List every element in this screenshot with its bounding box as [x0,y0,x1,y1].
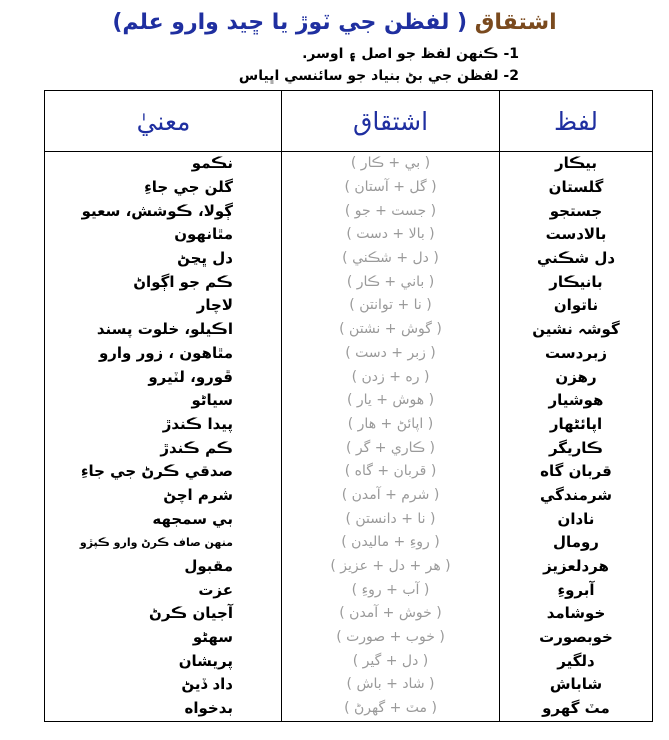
meaning-cell: لاچار [45,294,282,318]
derivation-cell: ( دل + شڪني ) [282,247,500,271]
word-cell: هردلعزيز [500,555,653,579]
meaning-cell: بدخواه [45,697,282,721]
derivation-cell: ( دل + گير ) [282,649,500,673]
table-row [45,602,653,626]
title-main: اشتقاق [474,10,557,35]
table-row [45,152,653,176]
note-1: 1- ڪنهن لفظ جو اصل ۽ اوسر. [302,46,519,62]
meaning-cell: گلن جي جاءِ [45,176,282,200]
meaning-cell: مٿانهون [45,223,282,247]
etymology-table [44,90,653,722]
derivation-cell: ( بي + ڪار ) [282,152,500,176]
table-row [45,176,653,200]
table-row [45,223,653,247]
meaning-cell: عزت [45,578,282,602]
word-cell: دلگير [500,649,653,673]
derivation-cell: ( هوش + يار ) [282,389,500,413]
table-row [45,626,653,650]
derivation-cell: ( نا + توانتن ) [282,294,500,318]
table-row [45,247,653,271]
meaning-cell: نڪمو [45,152,282,176]
header-derivation: اشتقاق [282,91,500,152]
word-cell: بيڪار [500,152,653,176]
word-cell: رومال [500,531,653,555]
meaning-cell: سياڻو [45,389,282,413]
derivation-cell: ( گل + آستان ) [282,176,500,200]
table-row [45,531,653,555]
table-row [45,697,653,721]
meaning-cell: آجيان ڪرڻ [45,602,282,626]
table-row [45,365,653,389]
note-2: 2- لفظن جي بڻ بنياد جو سائنسي اڀياس [238,68,519,84]
table-row [45,389,653,413]
derivation-cell: ( گوش + نشتن ) [282,318,500,342]
derivation-cell: ( روءِ + ماليدن ) [282,531,500,555]
meaning-cell: صدقي ڪرڻ جي جاءِ [45,460,282,484]
table-row [45,436,653,460]
word-cell: مٽ گهرو [500,697,653,721]
derivation-cell: ( نا + دانستن ) [282,507,500,531]
header-word: لفظ [500,91,653,152]
table-row [45,673,653,697]
table-row [45,294,653,318]
derivation-cell: ( بالا + دست ) [282,223,500,247]
derivation-cell: ( اپائڻ + هار ) [282,413,500,437]
word-cell: قربان گاه [500,460,653,484]
table-row [45,342,653,366]
meaning-cell: مٿاهون ، زور وارو [45,342,282,366]
derivation-cell: ( شاد + باش ) [282,673,500,697]
table-body [45,152,653,722]
table-header-row [45,91,653,152]
meaning-cell: سهڻو [45,626,282,650]
meaning-cell: منهن صاف ڪرڻ وارو ڪپڙو [45,531,282,555]
meaning-cell: ڦورو، لٽيرو [45,365,282,389]
table-row [45,649,653,673]
table-row [45,318,653,342]
derivation-cell: ( زبر + دست ) [282,342,500,366]
table-row [45,507,653,531]
meaning-cell: پريشان [45,649,282,673]
derivation-cell: ( ره + زدن ) [282,365,500,389]
meaning-cell: ڳولا، ڪوشش، سعيو [45,199,282,223]
word-cell: بالادست [500,223,653,247]
derivation-cell: ( شرم + آمدن ) [282,484,500,508]
meaning-cell: شرم اچڻ [45,484,282,508]
meaning-cell: داد ڏيڻ [45,673,282,697]
meaning-cell: دل ڀڃڻ [45,247,282,271]
word-cell: ڪاريگر [500,436,653,460]
word-cell: اپائڻهار [500,413,653,437]
meaning-cell: ڪم جو اڳواڻ [45,270,282,294]
meaning-cell: بي سمجهه [45,507,282,531]
table-row [45,578,653,602]
word-cell: ناتوان [500,294,653,318]
table-row [45,199,653,223]
header-meaning: معنيٰ [45,91,282,152]
derivation-cell: ( باني + ڪار ) [282,270,500,294]
word-cell: گلستان [500,176,653,200]
word-cell: خوشامد [500,602,653,626]
derivation-cell: ( ڪاري + گر ) [282,436,500,460]
meaning-cell: پيدا ڪندڙ [45,413,282,437]
derivation-cell: ( مٽ + گهرڻ ) [282,697,500,721]
derivation-cell: ( هر + دل + عزيز ) [282,555,500,579]
table-row [45,484,653,508]
word-cell: رهزن [500,365,653,389]
derivation-cell: ( خوب + صورت ) [282,626,500,650]
word-cell: دل شڪني [500,247,653,271]
word-cell: بانيڪار [500,270,653,294]
word-cell: آبروءِ [500,578,653,602]
table-row [45,270,653,294]
derivation-cell: ( آب + روءِ ) [282,578,500,602]
table-row [45,555,653,579]
meaning-cell: مقبول [45,555,282,579]
table-row [45,460,653,484]
page-title [0,10,669,35]
table-row [45,413,653,437]
title-subtitle: ( لفظن جي ٽوڙ يا ڇيد وارو علم) [112,10,468,35]
word-cell: هوشيار [500,389,653,413]
derivation-cell: ( خوش + آمدن ) [282,602,500,626]
word-cell: شرمندگي [500,484,653,508]
word-cell: نادان [500,507,653,531]
word-cell: شاباش [500,673,653,697]
derivation-cell: ( قربان + گاه ) [282,460,500,484]
meaning-cell: ڪم ڪندڙ [45,436,282,460]
word-cell: خوبصورت [500,626,653,650]
word-cell: زبردست [500,342,653,366]
meaning-cell: اڪيلو، خلوت پسند [45,318,282,342]
word-cell: جستجو [500,199,653,223]
word-cell: گوشہ نشين [500,318,653,342]
derivation-cell: ( جست + جو ) [282,199,500,223]
